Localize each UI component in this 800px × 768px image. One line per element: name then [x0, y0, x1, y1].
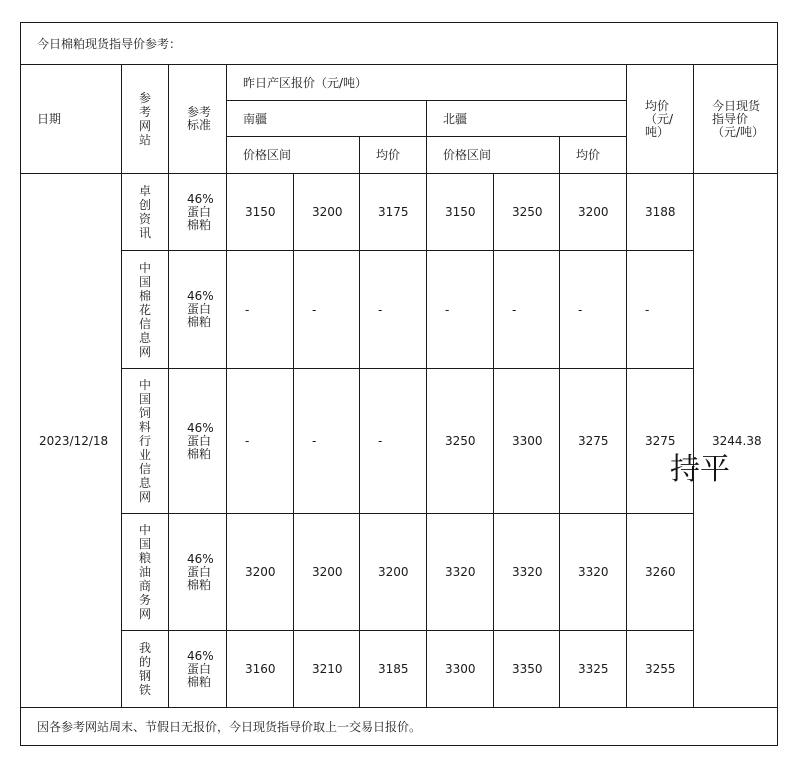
site-cell: 卓创资讯: [122, 174, 169, 251]
south-avg: -: [360, 369, 427, 514]
standard-cell: 46%蛋白棉粕: [169, 631, 227, 708]
north-low: 3320: [427, 514, 494, 631]
north-high: 3320: [494, 514, 560, 631]
south-high: -: [294, 369, 360, 514]
site-cell: 我的钢铁: [122, 631, 169, 708]
header-south-avg: 均价: [360, 137, 427, 174]
south-low: -: [227, 251, 294, 369]
south-high: -: [294, 251, 360, 369]
south-high: 3200: [294, 514, 360, 631]
north-high: 3300: [494, 369, 560, 514]
header-south: 南疆: [227, 101, 427, 137]
south-low: 3200: [227, 514, 294, 631]
table-row: [21, 631, 778, 708]
north-avg: 3275: [560, 369, 627, 514]
row-avg: 3260: [627, 514, 694, 631]
north-low: 3300: [427, 631, 494, 708]
south-low: -: [227, 369, 294, 514]
header-yesterday: 昨日产区报价（元/吨）: [227, 65, 627, 101]
south-high: 3200: [294, 174, 360, 251]
header-north: 北疆: [427, 101, 627, 137]
north-high: -: [494, 251, 560, 369]
header-standard: 参考标准: [169, 65, 227, 174]
site-cell: 中国饲料行业信息网: [122, 369, 169, 514]
north-avg: -: [560, 251, 627, 369]
header-site: 参考网站: [122, 65, 169, 174]
site-cell: 中国粮油商务网: [122, 514, 169, 631]
table-title: 今日棉粕现货指导价参考：: [21, 23, 778, 65]
header-north-range: 价格区间: [427, 137, 560, 174]
north-high: 3350: [494, 631, 560, 708]
south-avg: 3185: [360, 631, 427, 708]
table-row: [21, 369, 778, 514]
row-avg: 3188: [627, 174, 694, 251]
north-avg: 3200: [560, 174, 627, 251]
header-date: 日期: [21, 65, 122, 174]
standard-cell: 46%蛋白棉粕: [169, 369, 227, 514]
header-overall-avg: 均价（元/吨）: [627, 65, 694, 174]
header-today-guide: 今日现货指导价（元/吨）: [694, 65, 778, 174]
north-avg: 3325: [560, 631, 627, 708]
standard-cell: 46%蛋白棉粕: [169, 514, 227, 631]
north-low: -: [427, 251, 494, 369]
price-table: [20, 22, 778, 746]
site-cell: 中国棉花信息网: [122, 251, 169, 369]
header-south-range: 价格区间: [227, 137, 360, 174]
table-footnote: 因各参考网站周末、节假日无报价，今日现货指导价取上一交易日报价。: [21, 708, 778, 746]
table-row: [21, 251, 778, 369]
row-avg: 3275: [627, 369, 694, 514]
south-low: 3160: [227, 631, 294, 708]
trend-stamp: 持平: [670, 452, 730, 487]
table-row: [21, 174, 778, 251]
standard-cell: 46%蛋白棉粕: [169, 174, 227, 251]
south-avg: 3200: [360, 514, 427, 631]
north-avg: 3320: [560, 514, 627, 631]
north-low: 3150: [427, 174, 494, 251]
south-high: 3210: [294, 631, 360, 708]
header-north-avg: 均价: [560, 137, 627, 174]
south-avg: -: [360, 251, 427, 369]
south-avg: 3175: [360, 174, 427, 251]
south-low: 3150: [227, 174, 294, 251]
north-low: 3250: [427, 369, 494, 514]
row-avg: -: [627, 251, 694, 369]
date-cell: 2023/12/18: [21, 174, 122, 708]
standard-cell: 46%蛋白棉粕: [169, 251, 227, 369]
row-avg: 3255: [627, 631, 694, 708]
table-row: [21, 514, 778, 631]
north-high: 3250: [494, 174, 560, 251]
today-guide-value: 3244.38: [694, 174, 778, 708]
